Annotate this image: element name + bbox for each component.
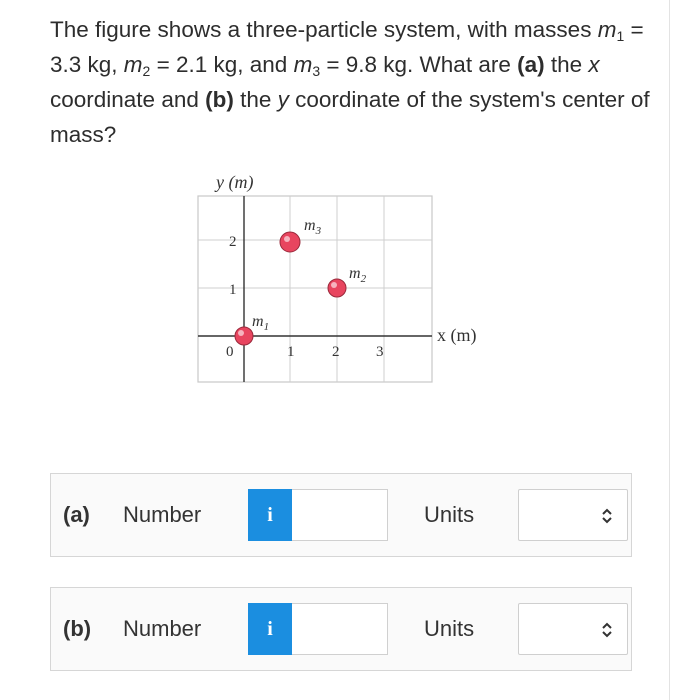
- info-button-b[interactable]: i: [248, 603, 292, 655]
- particle-m2: [328, 279, 346, 297]
- y-axis-label: y (m): [216, 172, 254, 192]
- updown-chevron-icon: [599, 620, 615, 640]
- label-m3: $m_3$: [304, 217, 322, 237]
- label-m1: $m_1$: [252, 313, 270, 333]
- units-select-a[interactable]: [518, 489, 628, 541]
- question-text: The figure shows a three-particle system, with masses $m_1 = 3.3$ kg, $m_2 = 2.1$ kg, and $m_3 = 9.8$ kg. What are (a) the x coordinate and (b) the y coordinate of the system's center of mass?: [50, 17, 650, 147]
- origin-label: 0: [226, 344, 234, 360]
- updown-chevron-icon: [599, 506, 615, 526]
- number-label-b: Number: [123, 616, 202, 641]
- label-m2: $m_2$: [349, 265, 367, 285]
- number-input-a[interactable]: [292, 489, 388, 541]
- x-tick-1: 1: [287, 344, 295, 360]
- info-button-a[interactable]: i: [248, 489, 292, 541]
- number-label-a: Number: [123, 502, 202, 527]
- units-label-b: Units: [424, 616, 475, 641]
- y-tick-2: 2: [229, 234, 237, 250]
- particle-m1-highlight: [238, 330, 244, 336]
- part-a-label: (a): [63, 502, 90, 527]
- number-input-b[interactable]: [292, 603, 388, 655]
- units-label-a: Units: [424, 502, 475, 527]
- part-b-label: (b): [63, 616, 92, 641]
- units-select-b[interactable]: [518, 603, 628, 655]
- particle-m3: [280, 232, 300, 252]
- x-axis-label: x (m): [437, 325, 477, 345]
- x-tick-2: 2: [332, 344, 340, 360]
- answer-row-b: [50, 587, 632, 671]
- answer-row-a: [50, 473, 632, 557]
- x-tick-3: 3: [376, 344, 384, 360]
- page-edge-divider: [669, 0, 670, 700]
- particle-m3-highlight: [284, 236, 290, 242]
- particle-m1: [235, 327, 253, 345]
- particle-m2-highlight: [331, 282, 337, 288]
- y-tick-1: 1: [229, 282, 237, 298]
